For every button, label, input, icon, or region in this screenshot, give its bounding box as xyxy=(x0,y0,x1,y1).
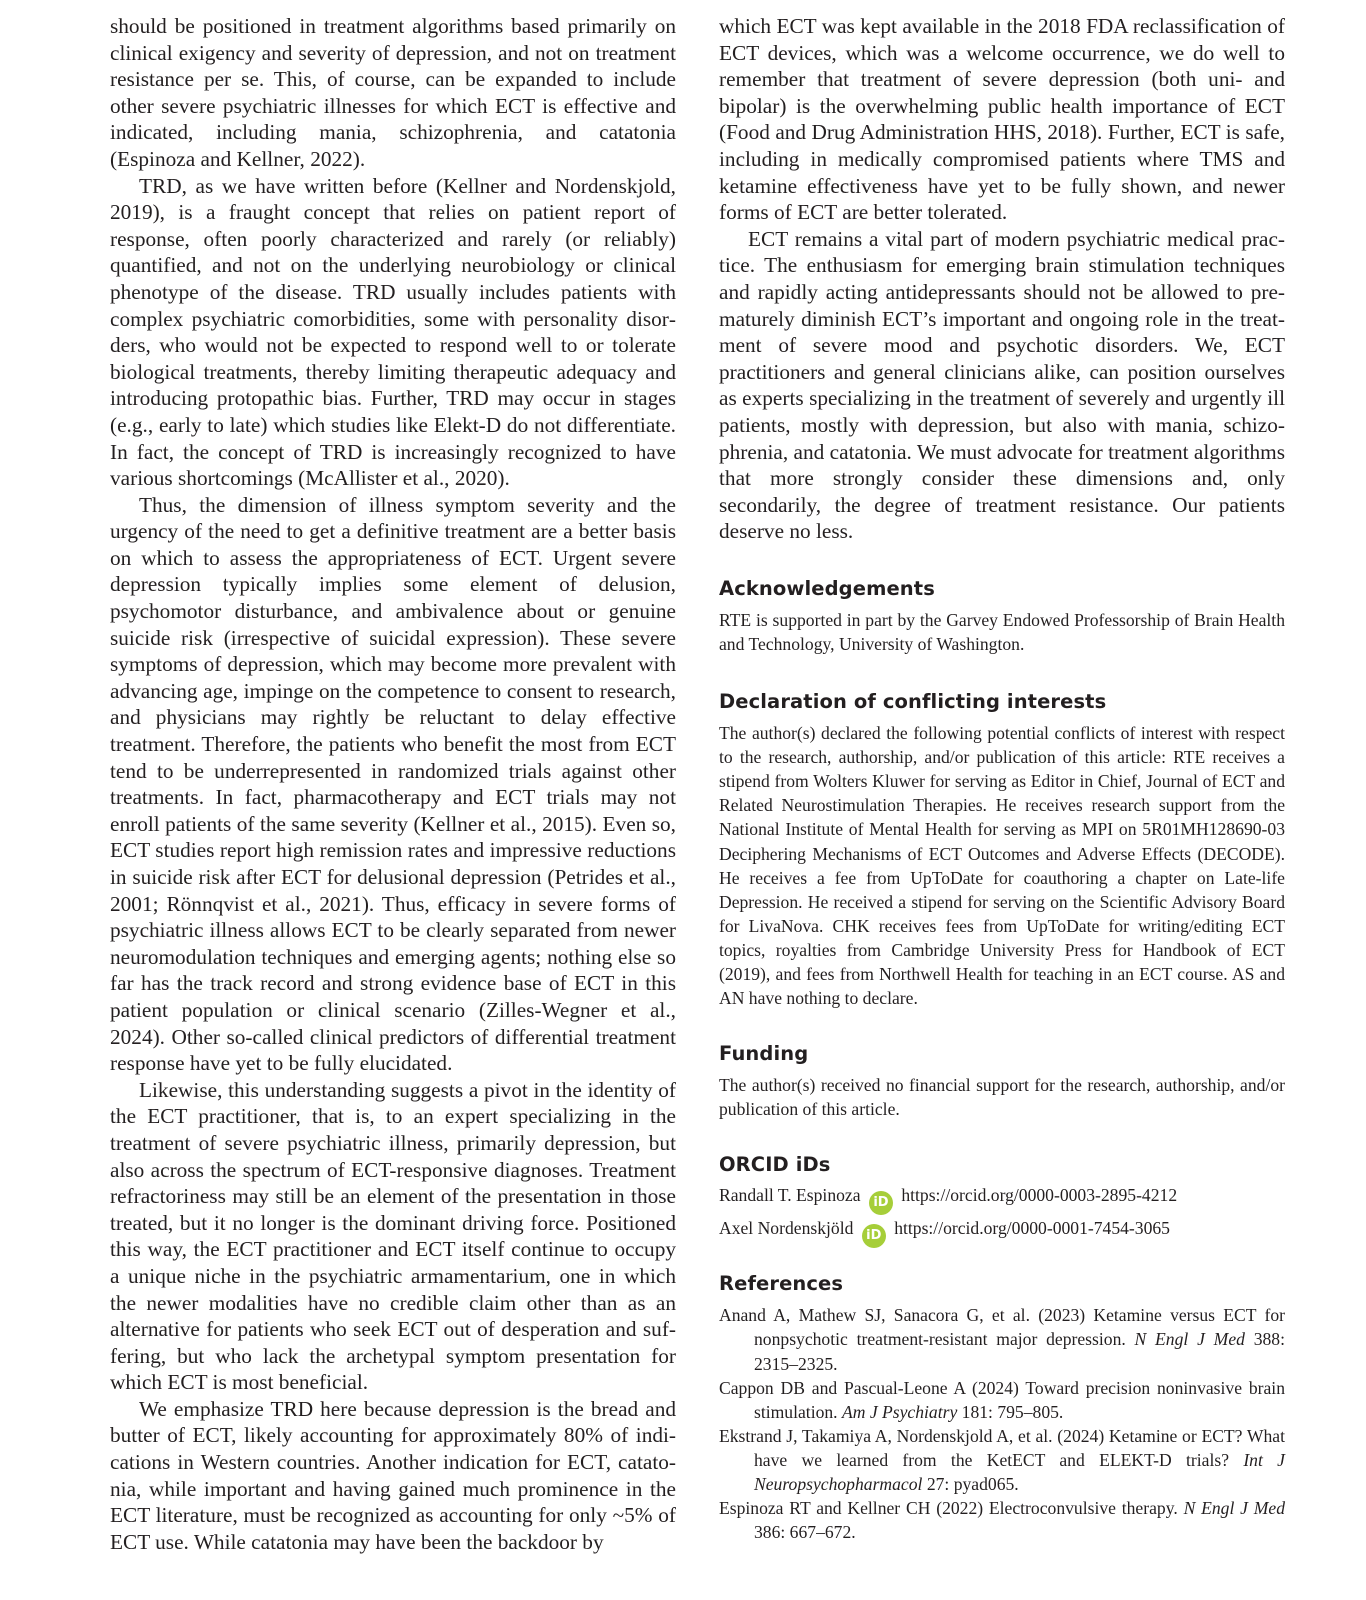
conflicts-heading: Declaration of conflicting interests xyxy=(719,690,1107,714)
body-paragraph: should be positioned in treatment algorithms based primarily on clinical exigency and severity of depression, and not on treatment resistance per se. This, of course, can be expanded to include other severe psychiatric illnesses for which ECT is effective and indicated, including mania, schizophrenia, and catatonia (Espinoza and Kellner, 2022). xyxy=(110,14,676,171)
orcid-icon: iD xyxy=(862,1224,886,1248)
reference-journal: N Engl J Med xyxy=(1134,1329,1245,1350)
orcid-list xyxy=(719,1182,1285,1248)
reference-item xyxy=(719,1376,1285,1424)
reference-list xyxy=(719,1303,1285,1544)
body-paragraph: which ECT was kept available in the 2018 FDA reclassification of ECT devices, which was a welcome occurrence, we do well to remember that treatment of severe depression (both uni- and bipolar) is the overwhelming public health importance of ECT (Food and Drug Administration HHS, 2018). Further, ECT is safe, including in medically compromised patients where TMS and ketamine effectiveness have yet to be fully shown, and newer forms of ECT are better tolerated. xyxy=(719,14,1285,225)
reference-citation: 386: 667–672. xyxy=(754,1522,856,1543)
orcid-heading: ORCID iDs xyxy=(719,1153,831,1177)
author-name: Axel Nordenskjöld xyxy=(719,1218,854,1239)
reference-citation: 27: pyad065. xyxy=(922,1474,1019,1495)
reference-item xyxy=(719,1424,1285,1496)
reference-journal: Int J Neuropsychopharmacol xyxy=(754,1449,1285,1495)
funding-text: The author(s) received no financial support for the research, authorship, and/or publication of this article. xyxy=(719,1075,1285,1120)
acknowledgements-text: RTE is supported in part by the Garvey Endowed Professorship of Brain Health and Technology, University of Washington. xyxy=(719,609,1285,654)
author-name: Randall T. Espinoza xyxy=(719,1185,861,1206)
reference-item xyxy=(719,1303,1285,1375)
reference-citation: 388: 2315–2325. xyxy=(754,1329,1285,1374)
body-paragraph: Thus, the dimension of illness symptom severity and the urgency of the need to get a definitive treatment are a better basis on which to assess the appropriateness of ECT. Urgent severe depression typically implies some element of delusion, psychomotor disturbance, and ambivalence about or genuine suicide risk (irrespective of suicidal expression). These severe symptoms of depression, which may become more prevalent with advancing age, impinge on the competence to consent to research, and physicians may rightly be reluctant to delay effective treatment. Therefore, the patients who benefit the most from ECT tend to be underrepresented in randomized trials against other treatments. In fact, pharmacotherapy and ECT trials may not enroll patients of the same severity (Kellner et al., 2015). Even so, ECT studies report high remission rates and impressive reductions in suicide risk after ECT for delusional depression (Petrides et al., 2001; Rönnqvist et al., 2021). Thus, efficacy in severe forms of psychiatric illness allows ECT to be clearly separated from newer neuromodulation techniques and emerging agents; nothing else so far has the track record and strong evidence base of ECT in this patient population or clinical scenario (Zilles-Wegner et al., 2024). Other so-called clinical predictors of differential treatment response have yet to be fully elucidated. xyxy=(110,492,676,1076)
orcid-entry xyxy=(719,1182,1285,1215)
acknowledgements-heading: Acknowledgements xyxy=(719,576,935,600)
reference-text: Espinoza RT and Kellner CH (2022) Electroconvulsive therapy. xyxy=(719,1498,1184,1519)
reference-citation: 181: 795–805. xyxy=(957,1401,1064,1422)
body-paragraph: ECT remains a vital part of modern psychiatric medical practice. The enthusiasm for emerging brain stimulation techniques and rapidly acting antidepressants should not be allowed to prematurely diminish ECT’s important and ongoing role in the treatment of severe mood and psychotic disorders. We, ECT practitioners and general clinicians alike, can position ourselves as experts specializing in the treatment of severely and urgently ill patients, mostly with depression, but also with mania, schizophrenia, and catatonia. We must advocate for treatment algorithms that more strongly consider these dimensions and, only secondarily, the degree of treatment resistance. Our patients deserve no less. xyxy=(719,226,1285,544)
body-paragraph: Likewise, this understanding suggests a pivot in the identity of the ECT practitioner, that is, to an expert specializing in the treatment of severe psychiatric illness, primarily depression, but also across the spectrum of ECT-responsive diagnoses. Treatment refractoriness may still be an element of the presentation in those treated, but it no longer is the dominant driving force. Positioned this way, the ECT practitioner and ECT itself continue to occupy a unique niche in the psychiatric armamentarium, one in which the newer modalities have no credible claim other than as an alternative for patients who seek ECT out of desperation and suffering, but who lack the archetypal symptom presentation for which ECT is most beneficial. xyxy=(110,1077,676,1395)
orcid-entry xyxy=(719,1215,1285,1248)
references-heading: References xyxy=(719,1272,844,1296)
reference-item xyxy=(719,1496,1285,1544)
right-column xyxy=(719,13,1285,1544)
reference-journal: N Engl J Med xyxy=(1183,1498,1286,1519)
orcid-link[interactable]: https://orcid.org/0000-0001-7454-3065 xyxy=(894,1218,1170,1239)
left-column xyxy=(110,13,676,1555)
body-paragraph: We emphasize TRD here because depression is the bread and butter of ECT, likely accounting for approximately 80% of indications in Western countries. Another indication for ECT, catatonia, while important and having gained much prominence in the ECT literature, must be recognized as accounting for only ~5% of ECT use. While catatonia may have been the backdoor by xyxy=(110,1396,676,1554)
body-paragraph: TRD, as we have written before (Kellner and Nordenskjold, 2019), is a fraught concept that relies on patient report of response, often poorly characterized and rarely (or reliably) quantified, and not on the underlying neurobiology or clinical phenotype of the disease. TRD usually includes patients with complex psychiatric comorbidities, some with personality disorders, who would not be expected to respond well to or tolerate biological treatments, thereby limiting therapeutic adequacy and introducing protopathic bias. Further, TRD may occur in stages (e.g., early to late) which studies like Elekt-D do not differentiate. In fact, the concept of TRD is increasingly recognized to have various shortcomings (McAllister et al., 2020). xyxy=(110,173,676,491)
reference-text: Ekstrand J, Takamiya A, Nordenskjold A, et al. (2024) Ketamine or ECT? What have we learned from the KetECT and ELEKT-D trials? xyxy=(719,1425,1285,1470)
reference-text: Cappon DB and Pascual-Leone A (2024) Toward precision noninvasive brain stimulation. xyxy=(719,1377,1285,1422)
conflicts-text: The author(s) declared the following potential conflicts of interest with respect to the research, authorship, and/or publication of this article: RTE receives a stipend from Wolters Kluwer for serving as Editor in Chief, Journal of ECT and Related Neurostimulation Therapies. He receives research support from the National Institute of Mental Health for serving as MPI on 5R01MH128690-03 Deciphering Mechanisms of ECT Outcomes and Adverse Effects (DECODE). He receives a fee from UpToDate for coauthoring a chapter on Late-life Depression. He received a stipend for serving on the Scientific Advisory Board for LivaNova. CHK receives fees from UpToDate for writing/editing ECT topics, royalties from Cambridge University Press for Handbook of ECT (2019), and fees from Northwell Health for teaching in an ECT course. AS and AN have nothing to declare. xyxy=(719,723,1285,1009)
orcid-icon: iD xyxy=(869,1191,893,1215)
reference-journal: Am J Psychiatry xyxy=(841,1401,958,1422)
orcid-link[interactable]: https://orcid.org/0000-0003-2895-4212 xyxy=(901,1185,1178,1206)
funding-heading: Funding xyxy=(719,1042,809,1066)
reference-text: Anand A, Mathew SJ, Sanacora G, et al. (2023) Ketamine versus ECT for nonpsychotic treatment-resistant major depression. xyxy=(719,1305,1285,1350)
